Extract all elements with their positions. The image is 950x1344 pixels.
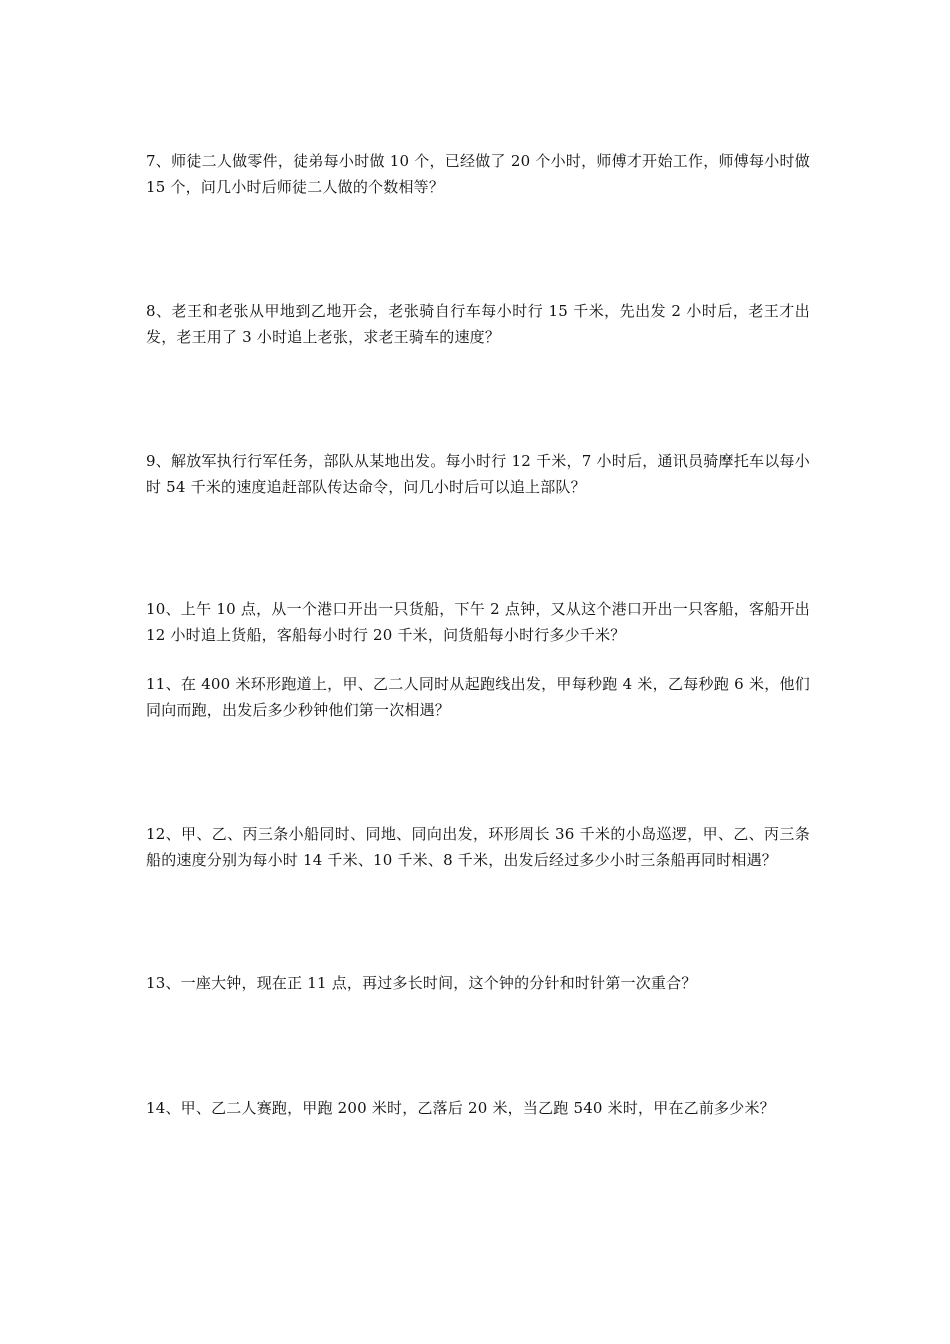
problem-9: 9、解放军执行行军任务，部队从某地出发。每小时行 12 千米，7 小时后，通讯员骑摩托车以每小时 54 千米的速度追赶部队传达命令，问几小时后可以追上部队？ (146, 452, 810, 496)
problem-8: 8、老王和老张从甲地到乙地开会，老张骑自行车每小时行 15 千米，先出发 2 小时后，老王才出发，老王用了 3 小时追上老张，求老王骑车的速度？ (146, 302, 810, 346)
problem-10: 10、上午 10 点，从一个港口开出一只货船，下午 2 点钟，又从这个港口开出一只客船，客船开出 12 小时追上货船，客船每小时行 20 千米，问货船每小时行多少千米？ (146, 600, 810, 644)
problem-12: 12、甲、乙、丙三条小船同时、同地、同向出发，环形周长 36 千米的小岛巡逻，甲、乙、丙三条船的速度分别为每小时 14 千米、10 千米、8 千米，出发后经过多少小时三条船再同时相遇？ (146, 825, 810, 869)
problem-13: 13、一座大钟，现在正 11 点，再过多长时间，这个钟的分针和时针第一次重合？ (146, 974, 697, 992)
problem-7: 7、师徒二人做零件，徒弟每小时做 10 个，已经做了 20 个小时，师傅才开始工作，师傅每小时做 15 个，问几小时后师徒二人做的个数相等？ (146, 152, 810, 196)
problem-11: 11、在 400 米环形跑道上，甲、乙二人同时从起跑线出发，甲每秒跑 4 米，乙每秒跑 6 米，他们同向而跑，出发后多少秒钟他们第一次相遇？ (146, 675, 810, 719)
problem-14: 14、甲、乙二人赛跑，甲跑 200 米时，乙落后 20 米，当乙跑 540 米时，甲在乙前多少米？ (146, 1099, 775, 1117)
